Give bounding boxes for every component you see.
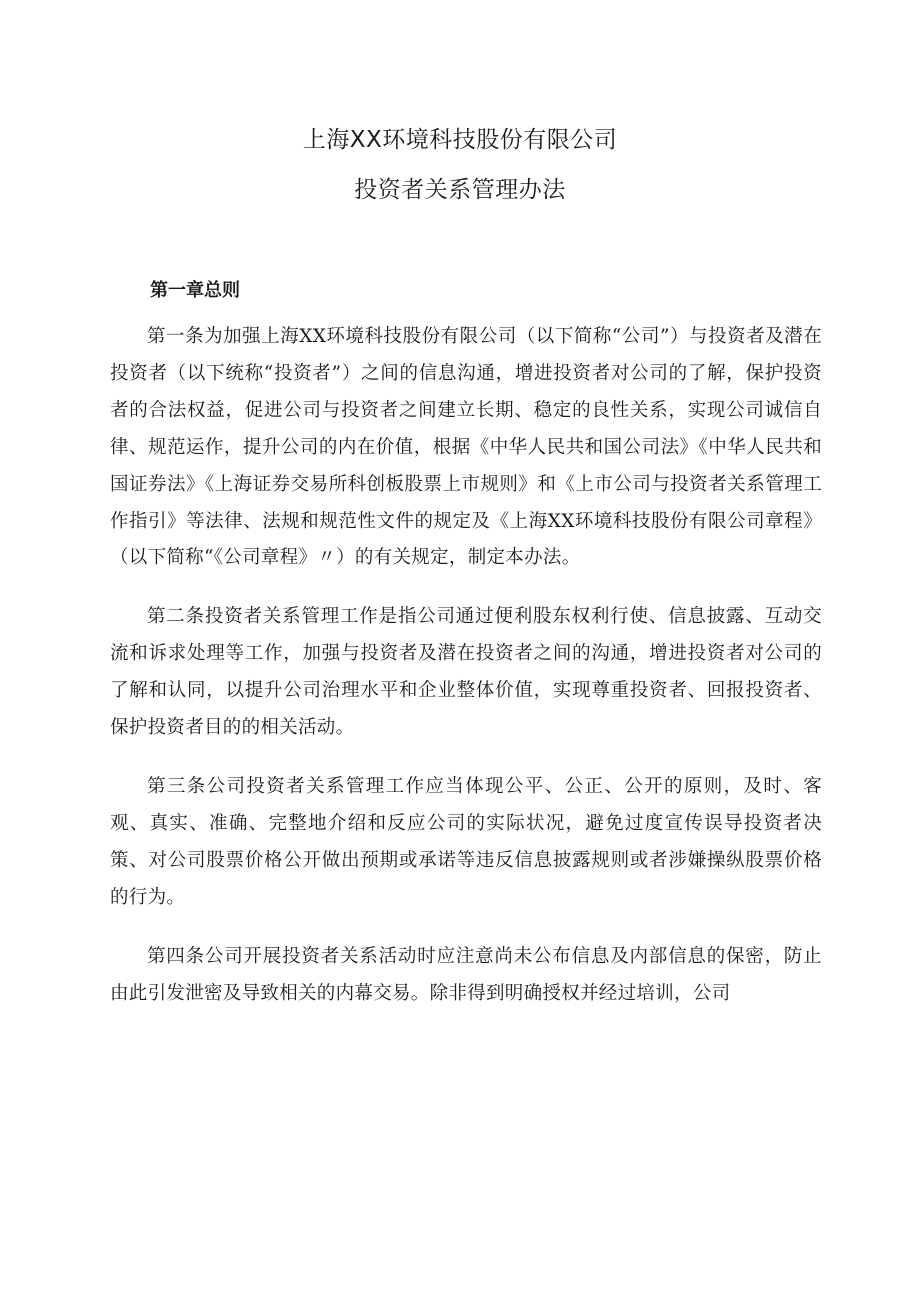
document-title-subject: 投资者关系管理办法 bbox=[354, 177, 566, 203]
article-1: 第一条为加强上海XX环境科技股份有限公司（以下简称“公司”）与投资者及潜在投资者（以下统称“投资者”）之间的信息沟通，增进投资者对公司的了解，保护投资者的合法权益，促进公司与投资者之间建立长期、稳定的良性关系，实现公司诚信自律、规范运作，提升公司的内在价值，根据《中华人民共和国公司法》《中华人民共和国证券法》《上海证券交易所科创板股票上市规则》和《上市公司与投资者关系管理工作指引》等法律、法规和规范性文件的规定及《上海XX环境科技股份有限公司章程》（以下简称“《公司章程》〃）的有关规定，制定本办法。 bbox=[110, 326, 822, 569]
document-title-company: 上海XX环境科技股份有限公司 bbox=[302, 127, 618, 153]
document-body bbox=[110, 319, 822, 1034]
article-4: 第四条公司开展投资者关系活动时应注意尚未公布信息及内部信息的保密，防止由此引发泄密及导致相关的内幕交易。除非得到明确授权并经过培训，公司 bbox=[110, 945, 822, 1004]
chapter-heading: 第一章总则 bbox=[150, 280, 240, 301]
article-3: 第三条公司投资者关系管理工作应当体现公平、公正、公开的原则，及时、客观、真实、准确、完整地介绍和反应公司的实际状况，避免过度宣传误导投资者决策、对公司股票价格公开做出预期或承诺等违反信息披露规则或者涉嫌操纵股票价格的行为。 bbox=[110, 775, 822, 908]
article-2: 第二条投资者关系管理工作是指公司通过便利股东权利行使、信息披露、互动交流和诉求处理等工作，加强与投资者及潜在投资者之间的沟通，增进投资者对公司的了解和认同，以提升公司治理水平和企业整体价值，实现尊重投资者、回报投资者、保护投资者目的的相关活动。 bbox=[110, 606, 822, 739]
